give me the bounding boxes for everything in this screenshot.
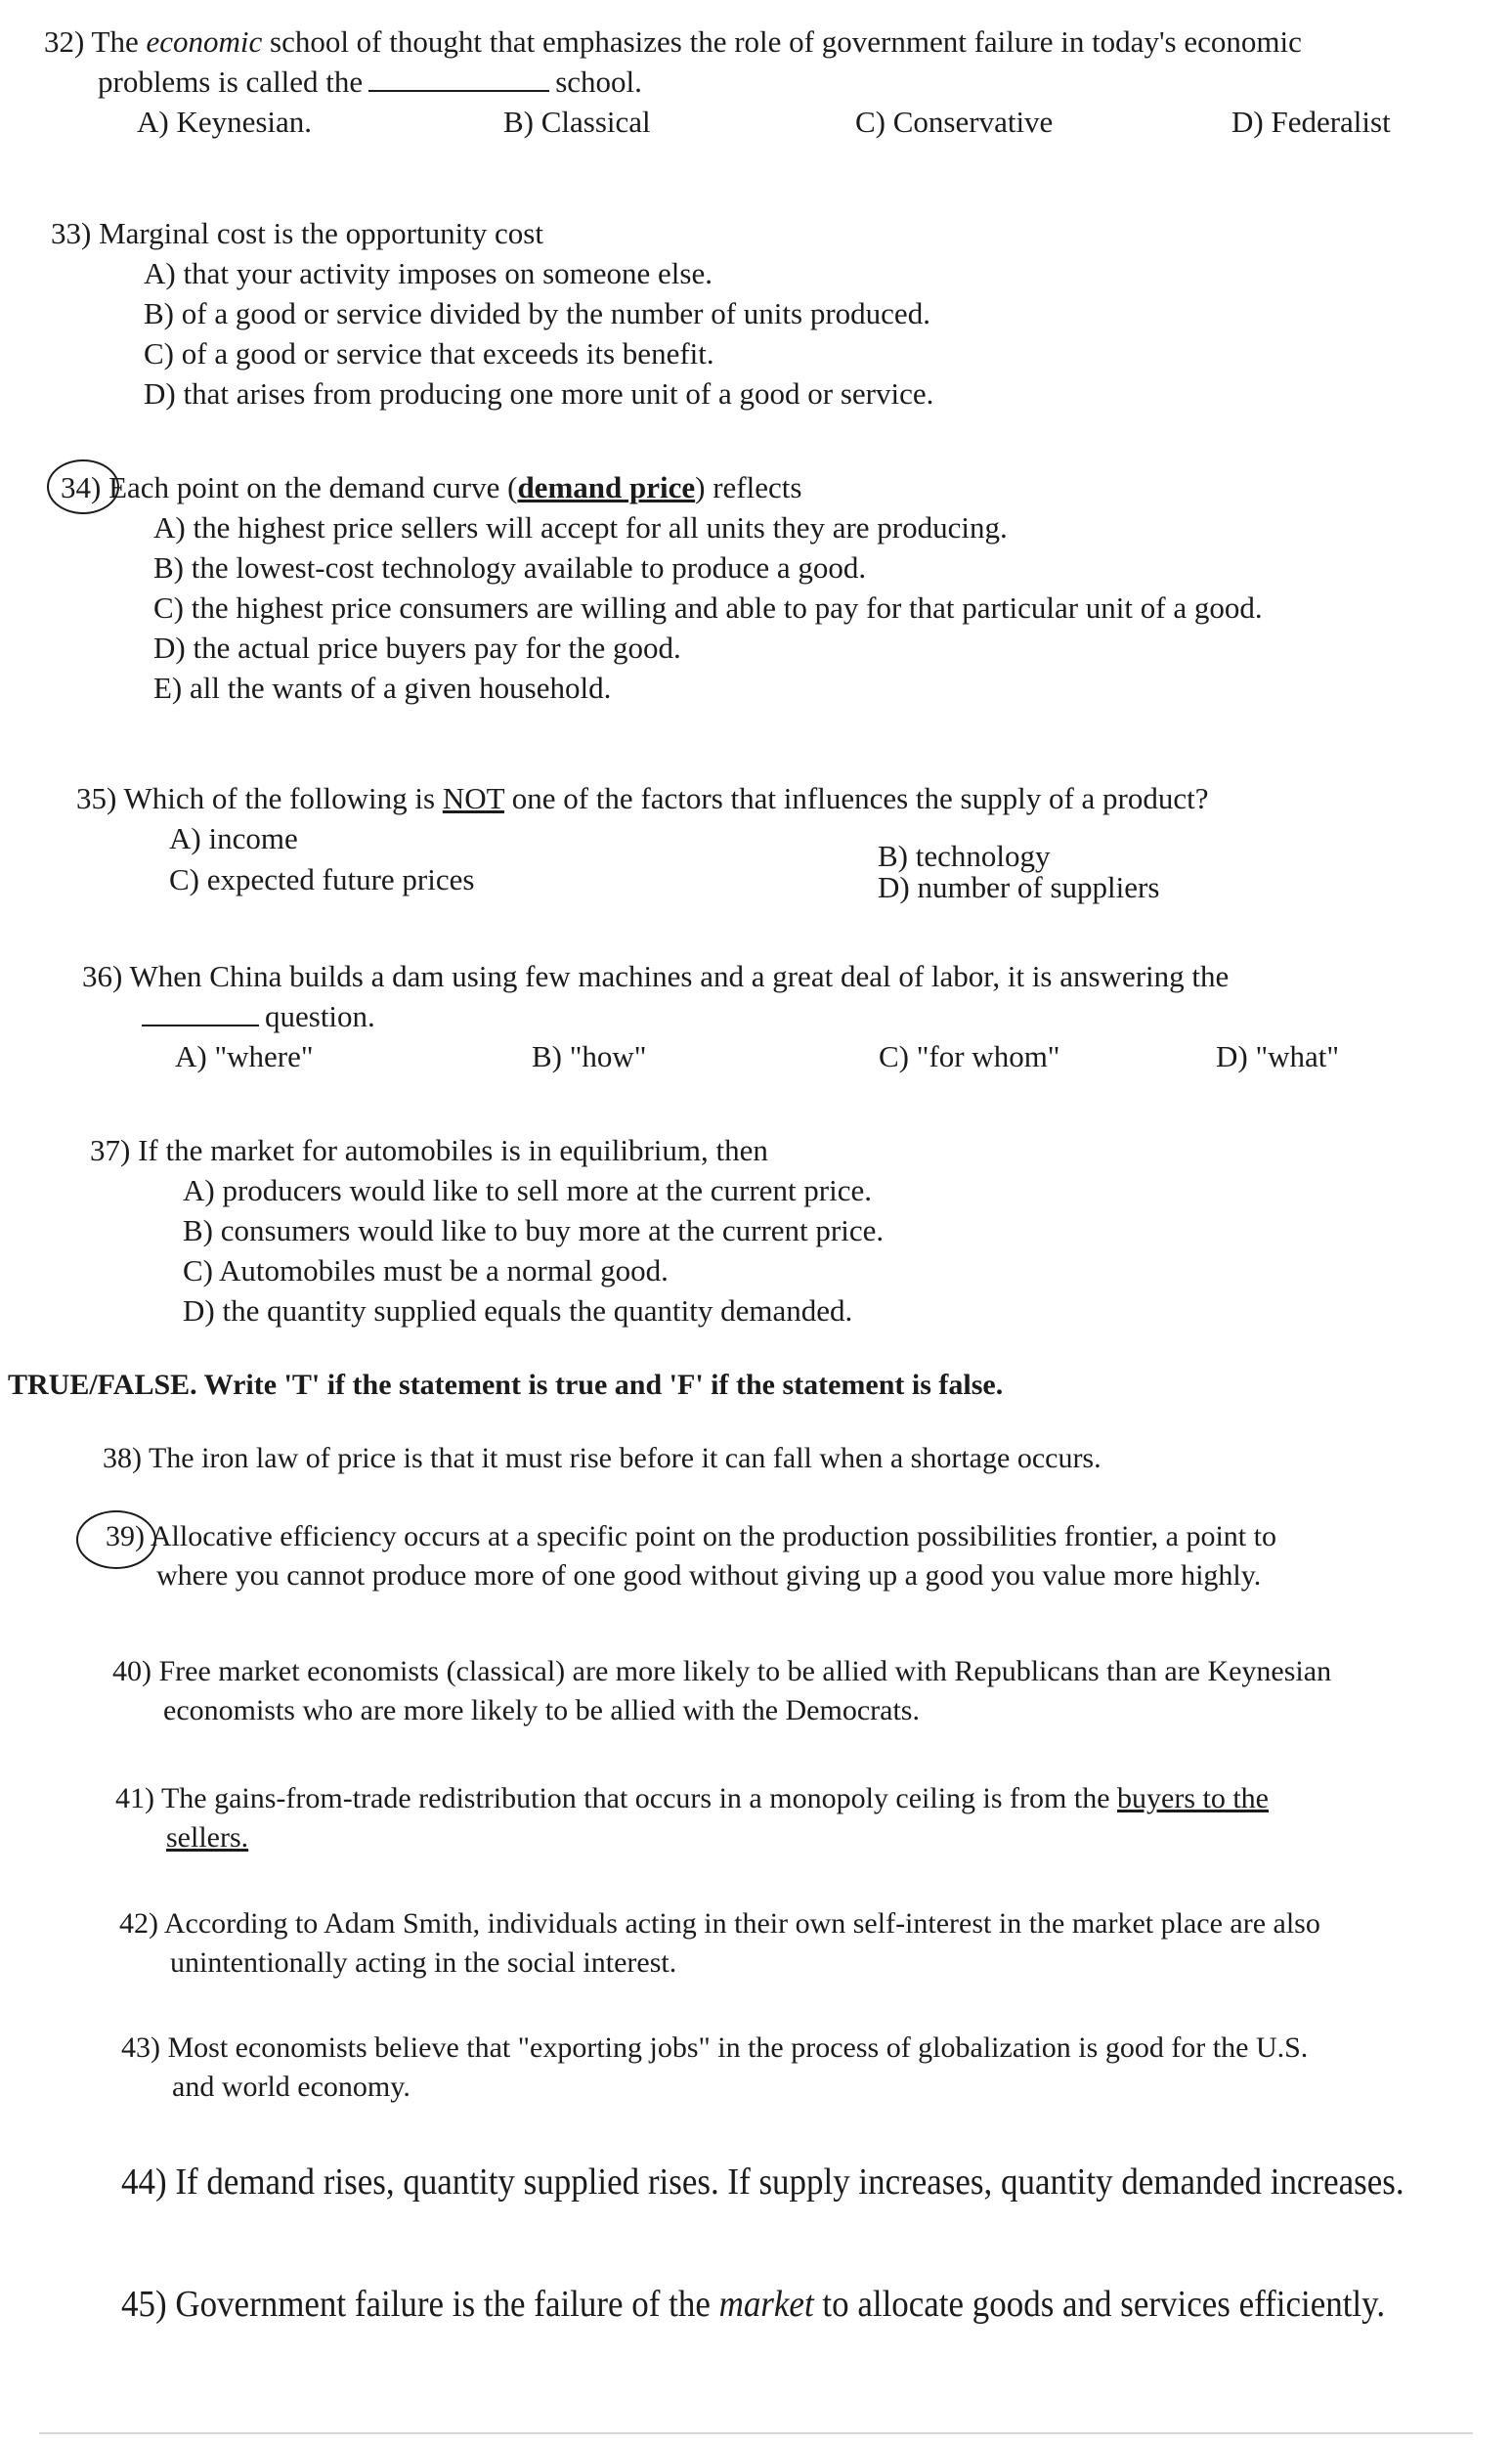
option-a: A) the highest price sellers will accept for all units they are producing. — [153, 510, 1008, 545]
question-32-continuation: problems is called the school. — [98, 65, 642, 99]
option-d: D) "what" — [1216, 1039, 1340, 1073]
option-c: C) the highest price consumers are willing and able to pay for that particular unit of a good. — [153, 590, 1263, 625]
question-40 — [112, 1652, 1331, 1730]
option-d: D) number of suppliers — [878, 870, 1160, 904]
option-b: B) Classical — [503, 105, 651, 139]
option-a: A) that your activity imposes on someone else. — [144, 256, 713, 290]
question-45 — [121, 2283, 1385, 2326]
question-36-stem: 36) When China builds a dam using few machines and a great deal of labor, it is answering the — [82, 959, 1230, 993]
option-c: C) Automobiles must be a normal good. — [183, 1253, 669, 1287]
question-32-stem: 32) The economic school of thought that emphasizes the role of government failure in today's economic — [44, 24, 1302, 59]
option-d: D) the quantity supplied equals the quantity demanded. — [183, 1293, 853, 1328]
option-d: D) that arises from producing one more unit of a good or service. — [144, 376, 934, 411]
question-33-stem: 33) Marginal cost is the opportunity cost — [51, 216, 543, 250]
question-45-stem: 45) Government failure is the failure of the market to allocate goods and services efficiently. — [121, 2284, 1386, 2325]
question-44-stem: 44) If demand rises, quantity supplied rises. If supply increases, quantity demanded increases. — [121, 2161, 1404, 2203]
option-a: A) income — [169, 821, 298, 855]
bottom-edge-divider — [39, 2432, 1473, 2434]
question-43 — [121, 2029, 1308, 2107]
answer-blank — [142, 1024, 259, 1026]
question-37-stem: 37) If the market for automobiles is in equilibrium, then — [90, 1133, 768, 1167]
question-36-options — [82, 1036, 1470, 1077]
question-41-stem: 41) The gains-from-trade redistribution that occurs in a monopoly ceiling is from the buyers to the — [115, 1782, 1269, 1814]
question-40-continuation: economists who are more likely to be allied with the Democrats. — [163, 1694, 920, 1726]
option-c: C) "for whom" — [879, 1039, 1060, 1073]
question-37 — [90, 1130, 884, 1331]
question-39 — [106, 1517, 1276, 1595]
question-42-stem: 42) According to Adam Smith, individuals acting in their own self-interest in the market place are also — [119, 1907, 1320, 1940]
option-a: A) "where" — [175, 1039, 314, 1073]
question-38-stem: 38) The iron law of price is that it must rise before it can fall when a shortage occurs. — [103, 1442, 1102, 1474]
question-32 — [44, 22, 1471, 143]
question-34-options — [61, 507, 1263, 708]
question-40-stem: 40) Free market economists (classical) are more likely to be allied with Republicans than are Keynesian — [112, 1655, 1332, 1687]
question-33-options — [51, 253, 933, 414]
option-d: D) the actual price buyers pay for the good. — [153, 631, 681, 665]
option-a: A) Keynesian. — [137, 105, 313, 139]
option-c: C) Conservative — [855, 105, 1054, 139]
answer-blank — [368, 89, 549, 92]
question-44 — [121, 2160, 1404, 2204]
option-b: B) consumers would like to buy more at the current price. — [183, 1213, 885, 1247]
question-35-options-row2 — [76, 859, 1445, 904]
option-b: B) the lowest-cost technology available to produce a good. — [153, 550, 867, 585]
question-41 — [115, 1779, 1269, 1857]
question-35-options-row1 — [76, 818, 1445, 873]
question-35-stem: 35) Which of the following is NOT one of the factors that influences the supply of a product? — [76, 781, 1209, 815]
question-34 — [61, 467, 1263, 708]
question-35 — [76, 778, 1445, 904]
question-34-stem: 34) Each point on the demand curve (demand price) reflects — [61, 470, 802, 504]
question-37-options — [90, 1170, 884, 1331]
question-39-stem: 39) Allocative efficiency occurs at a specific point on the production possibilities frontier, a point to — [106, 1520, 1276, 1552]
question-32-options — [44, 102, 1471, 143]
option-e: E) all the wants of a given household. — [153, 671, 612, 705]
question-41-continuation: sellers. — [166, 1821, 249, 1854]
option-c: C) expected future prices — [169, 862, 475, 896]
question-39-continuation: where you cannot produce more of one good without giving up a good you value more highly. — [156, 1559, 1262, 1592]
question-43-continuation: and world economy. — [172, 2071, 410, 2103]
question-42 — [119, 1904, 1320, 1983]
question-36-continuation: question. — [82, 996, 1470, 1036]
option-b: B) technology — [878, 839, 1051, 873]
question-33 — [51, 213, 933, 414]
option-c: C) of a good or service that exceeds its benefit. — [144, 336, 714, 371]
option-b: B) of a good or service divided by the number of units produced. — [144, 296, 930, 330]
true-false-heading: TRUE/FALSE. Write 'T' if the statement is true and 'F' if the statement is false. — [8, 1369, 1004, 1401]
option-d: D) Federalist — [1231, 105, 1391, 139]
question-38 — [103, 1439, 1102, 1478]
question-42-continuation: unintentionally acting in the social interest. — [170, 1946, 677, 1979]
question-36 — [82, 956, 1470, 1077]
question-43-stem: 43) Most economists believe that "exporting jobs" in the process of globalization is good for the U.S. — [121, 2031, 1309, 2064]
option-a: A) producers would like to sell more at the current price. — [183, 1173, 873, 1207]
option-b: B) "how" — [532, 1039, 647, 1073]
